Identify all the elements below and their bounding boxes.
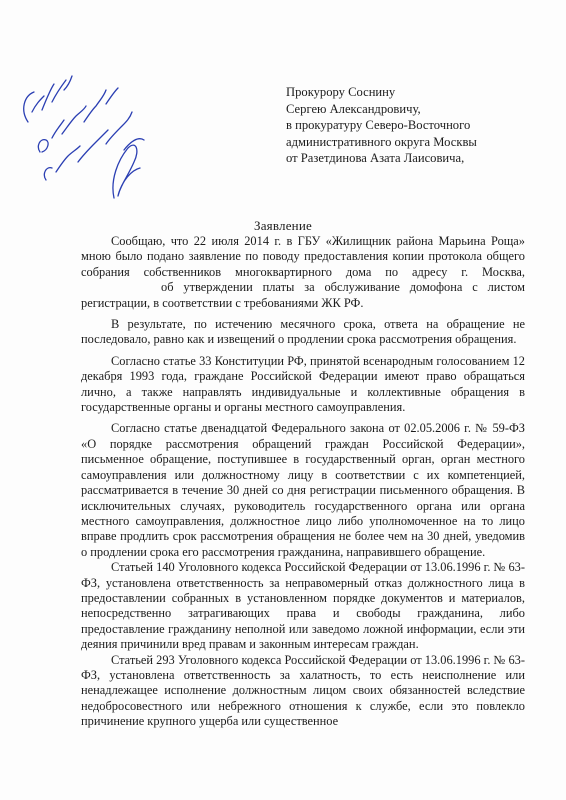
- addressee-line: Прокурору Соснину: [286, 85, 396, 99]
- paragraph: [81, 234, 525, 311]
- addressee-line: Сергею Александровичу,: [286, 101, 421, 116]
- paragraph: Согласно статье двенадцатой Федерального закона от 02.05.2006 г. № 59-ФЗ «О порядке рассмотрения обращений граждан Российской Федерации», письменное обращение, поступившее в государственный орган, орган местного самоуправления или должностному лицу в соответствии с их компетенцией, рассматривается в течение 30 дней со дня регистрации письменного обращения. В исключительных случаях, руководитель государственного органа или органа местного самоуправления, должностное лицо либо уполномоченное на то лицо вправе продлить срок рассмотрения обращения не более чем на 30 дней, уведомив о продлении срока его рассмотрения гражданина, направившего обращение.: [81, 421, 525, 559]
- paragraph: В результате, по истечению месячного срока, ответа на обращение не последовало, равно как и извещений о продлении срока рассмотрения обращения.: [81, 317, 525, 347]
- paragraph: Статьей 293 Уголовного кодекса Российской Федерации от 13.06.1996 г. № 63-ФЗ, установлена ответственность за халатность, то есть неисполнение или ненадлежащее исполнение должностным лицом своих обязанностей вследствие недобросовестного или небрежного отношения к службе, если это повлекло причинение крупного ущерба или существенное: [81, 652, 525, 729]
- paragraph: Согласно статье 33 Конституции РФ, принятой всенародным голосованием 12 декабря 1993 года, граждане Российской Федерации имеют право обращаться лично, а также направлять индивидуальные и коллективные обращения в государственные органы и органы местного самоуправления.: [81, 353, 525, 415]
- addressee-line: в прокуратуру Северо-Восточного: [286, 118, 471, 133]
- addressee-line: административного округа Москвы: [286, 134, 477, 149]
- paragraph: Статьей 140 Уголовного кодекса Российской Федерации от 13.06.1996 г. № 63-ФЗ, установлена ответственность за неправомерный отказ должностного лица в предоставлении собранных в установленном порядке документов и материалов, непосредственно затрагивающих права и свободы гражданина, либо предоставление гражданину неполной или заведомо ложной информации, если эти деяния причинили вред правам и законным интересам граждан.: [81, 560, 525, 652]
- addressee-block: [286, 84, 477, 167]
- document-title: Заявление: [254, 218, 312, 233]
- paragraph-text: об утверждении платы за обслуживание домофона с листом регистрации, в соответствии с требованиями ЖК РФ.: [81, 280, 525, 310]
- document-body: [81, 234, 525, 730]
- handwritten-signature-icon: [6, 30, 146, 200]
- paragraph-text: Сообщаю, что 22 июля 2014 г. в ГБУ «Жилищник района Марьина Роща» мною было подано заявление по поводу предоставления копии протокола общего собрания собственников многоквартирного дома по адресу г. Москва,: [81, 234, 525, 279]
- addressee-line: от Разетдинова Азата Лаисовича,: [286, 151, 465, 166]
